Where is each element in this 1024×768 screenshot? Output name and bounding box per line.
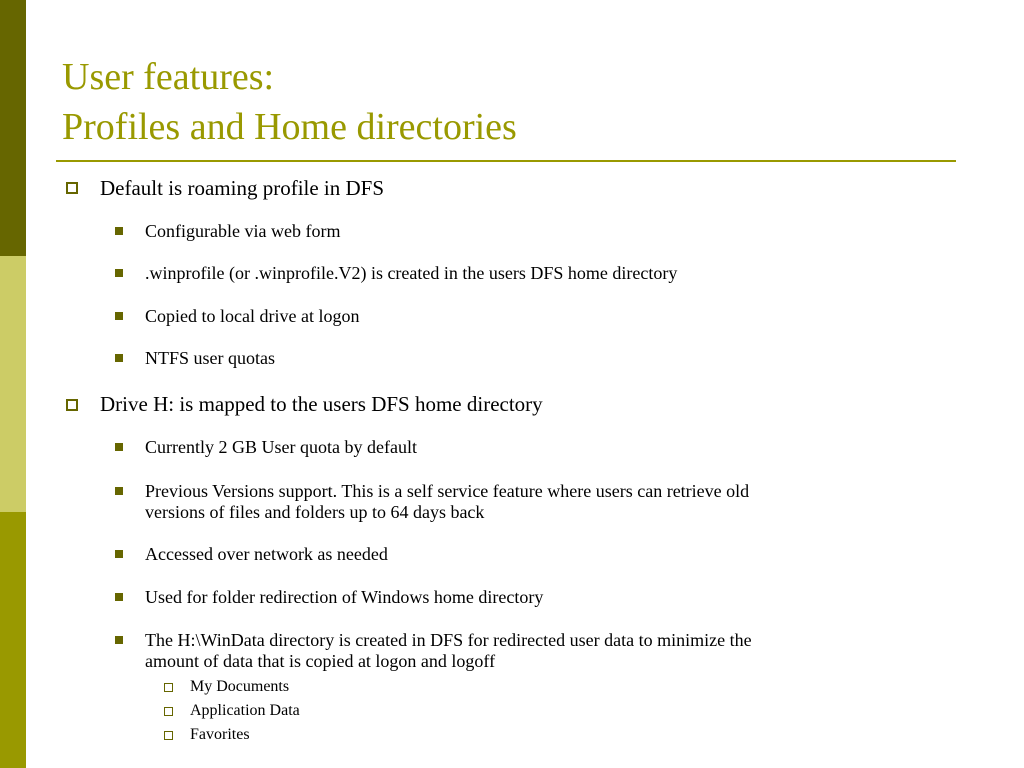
slide-title bbox=[62, 52, 962, 152]
hollow-square-bullet-icon bbox=[66, 399, 78, 411]
bullet-l1: Drive H: is mapped to the users DFS home directory bbox=[100, 392, 543, 416]
square-bullet-icon bbox=[115, 487, 123, 495]
bullet-l2: .winprofile (or .winprofile.V2) is created in the users DFS home directory bbox=[145, 263, 678, 283]
bullet-l2-continuation: versions of files and folders up to 64 days back bbox=[145, 502, 485, 522]
small-hollow-square-bullet-icon bbox=[164, 707, 173, 716]
square-bullet-icon bbox=[115, 550, 123, 558]
bullet-l2: NTFS user quotas bbox=[145, 348, 275, 368]
title-divider bbox=[56, 160, 956, 162]
hollow-square-bullet-icon bbox=[66, 182, 78, 194]
bullet-l3: My Documents bbox=[190, 678, 290, 695]
side-bar-top bbox=[0, 0, 26, 256]
square-bullet-icon bbox=[115, 354, 123, 362]
square-bullet-icon bbox=[115, 227, 123, 235]
bullet-l2: Configurable via web form bbox=[145, 221, 341, 241]
bullet-l2: Previous Versions support. This is a self service feature where users can retrieve old bbox=[145, 481, 750, 501]
bullet-l3: Favorites bbox=[190, 726, 250, 743]
square-bullet-icon bbox=[115, 312, 123, 320]
square-bullet-icon bbox=[115, 443, 123, 451]
side-bar-middle bbox=[0, 256, 26, 512]
bullet-l2-continuation: amount of data that is copied at logon and logoff bbox=[145, 651, 496, 671]
bullet-l1: Default is roaming profile in DFS bbox=[100, 176, 385, 200]
square-bullet-icon bbox=[115, 269, 123, 277]
title-line-2: Profiles and Home directories bbox=[62, 106, 517, 148]
bullet-l2: Accessed over network as needed bbox=[145, 544, 388, 564]
small-hollow-square-bullet-icon bbox=[164, 731, 173, 740]
bullet-l2: Used for folder redirection of Windows home directory bbox=[145, 587, 544, 607]
square-bullet-icon bbox=[115, 593, 123, 601]
bullet-l2: The H:\WinData directory is created in DFS for redirected user data to minimize the bbox=[145, 630, 752, 650]
title-line-1: User features: bbox=[62, 56, 275, 98]
square-bullet-icon bbox=[115, 636, 123, 644]
bullet-l3: Application Data bbox=[190, 702, 300, 719]
small-hollow-square-bullet-icon bbox=[164, 683, 173, 692]
side-bar-bottom bbox=[0, 512, 26, 768]
bullet-l2: Currently 2 GB User quota by default bbox=[145, 437, 417, 457]
bullet-l2: Copied to local drive at logon bbox=[145, 306, 360, 326]
